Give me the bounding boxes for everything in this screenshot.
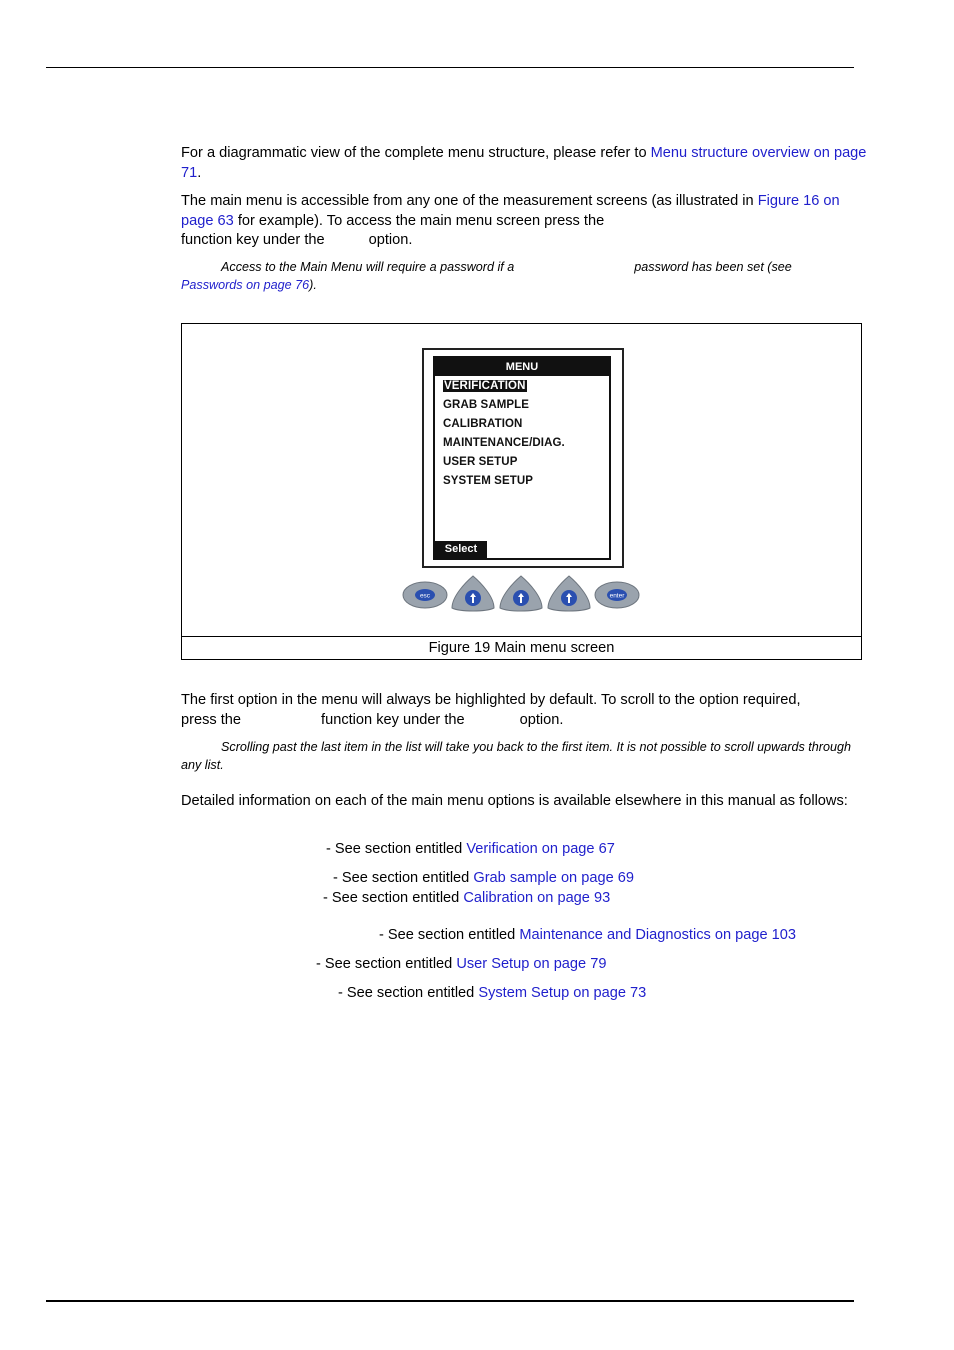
menu-item-grab-sample[interactable]: GRAB SAMPLE: [443, 399, 530, 411]
main-menu-list: [441, 380, 567, 491]
function-key-2[interactable]: [498, 574, 544, 614]
keypad: [402, 580, 646, 620]
toc-item-system-setup: - See section entitled System Setup on page 73: [338, 985, 647, 1001]
figure-19: [181, 323, 862, 660]
footer-rule: [46, 1300, 854, 1302]
esc-key[interactable]: [402, 580, 448, 610]
password-note: [181, 259, 871, 294]
toc-item-maintenance: - See section entitled Maintenance and Diagnostics on page 103: [379, 927, 797, 943]
verification-link[interactable]: Verification on page 67: [466, 841, 615, 857]
p2-text-c: function key under the: [181, 232, 325, 248]
enter-key[interactable]: [594, 580, 640, 610]
details-intro: Detailed information on each of the main menu options is available elsewhere in this manual as follows:: [181, 793, 848, 809]
menu-item-user-setup[interactable]: USER SETUP: [443, 456, 518, 468]
toc-item-verification: - See section entitled Verification on page 67: [326, 841, 615, 857]
intro-paragraph-1: [181, 144, 871, 183]
calibration-link[interactable]: Calibration on page 93: [463, 890, 611, 906]
scroll-note: [181, 739, 871, 774]
screen-title: MENU: [435, 358, 609, 376]
instrument-display: [422, 348, 624, 568]
menu-item-calibration[interactable]: CALIBRATION: [443, 418, 523, 430]
menu-structure-link[interactable]: Menu structure overview on page 71: [181, 145, 867, 181]
esc-key-label: esc: [419, 592, 431, 600]
note-end: ).: [309, 277, 317, 292]
system-setup-link[interactable]: System Setup on page 73: [478, 985, 647, 1001]
intro-paragraph-2: [181, 192, 871, 251]
intro-end: .: [197, 164, 202, 181]
note-text-a: Access to the Main Menu will require a password if a: [221, 260, 515, 274]
p2-text-b: for example). To access the main menu screen press the: [233, 212, 605, 229]
grab-sample-link[interactable]: Grab sample on page 69: [473, 870, 634, 886]
menu-item-maintenance[interactable]: MAINTENANCE/DIAG.: [443, 437, 565, 449]
toc-item-grab-sample: - See section entitled Grab sample on page 69: [333, 870, 634, 886]
figure-16-link[interactable]: Figure 16 on page 63: [181, 193, 840, 229]
scroll-paragraph: [181, 691, 871, 730]
p2-text-d: option.: [368, 232, 413, 248]
scroll-text-d: option.: [519, 711, 564, 728]
function-key-1[interactable]: [450, 574, 496, 614]
select-softkey-label: Select: [435, 541, 487, 558]
menu-item-system-setup[interactable]: SYSTEM SETUP: [443, 475, 534, 487]
user-setup-link[interactable]: User Setup on page 79: [456, 956, 607, 972]
note-text-b: password has been set (see: [634, 260, 792, 274]
function-key-3[interactable]: [546, 574, 592, 614]
scroll-text-c: function key under the: [321, 711, 465, 728]
intro-text: For a diagrammatic view of the complete menu structure, please refer to: [181, 145, 651, 161]
scroll-text-b: press the: [181, 711, 242, 728]
scroll-note-text: Scrolling past the last item in the list will take you back to the first item. It is not possible to scroll upwards through any list.: [181, 740, 851, 772]
lcd-screen: [433, 356, 611, 560]
enter-key-label: enter: [609, 592, 625, 600]
scroll-text-a: The first option in the menu will always be highlighted by default. To scroll to the option required,: [181, 692, 801, 708]
toc-item-calibration: - See section entitled Calibration on page 93: [323, 890, 611, 906]
menu-item-verification[interactable]: VERIFICATION: [444, 380, 526, 392]
figure-caption: Figure 19 Main menu screen: [182, 636, 861, 661]
passwords-link[interactable]: Passwords on page 76: [181, 277, 310, 292]
maintenance-link[interactable]: Maintenance and Diagnostics on page 103: [519, 927, 797, 943]
toc-item-user-setup: - See section entitled User Setup on page 79: [316, 956, 607, 972]
p2-text-a: The main menu is accessible from any one of the measurement screens (as illustrated in: [181, 193, 758, 209]
header-rule: [46, 67, 854, 68]
